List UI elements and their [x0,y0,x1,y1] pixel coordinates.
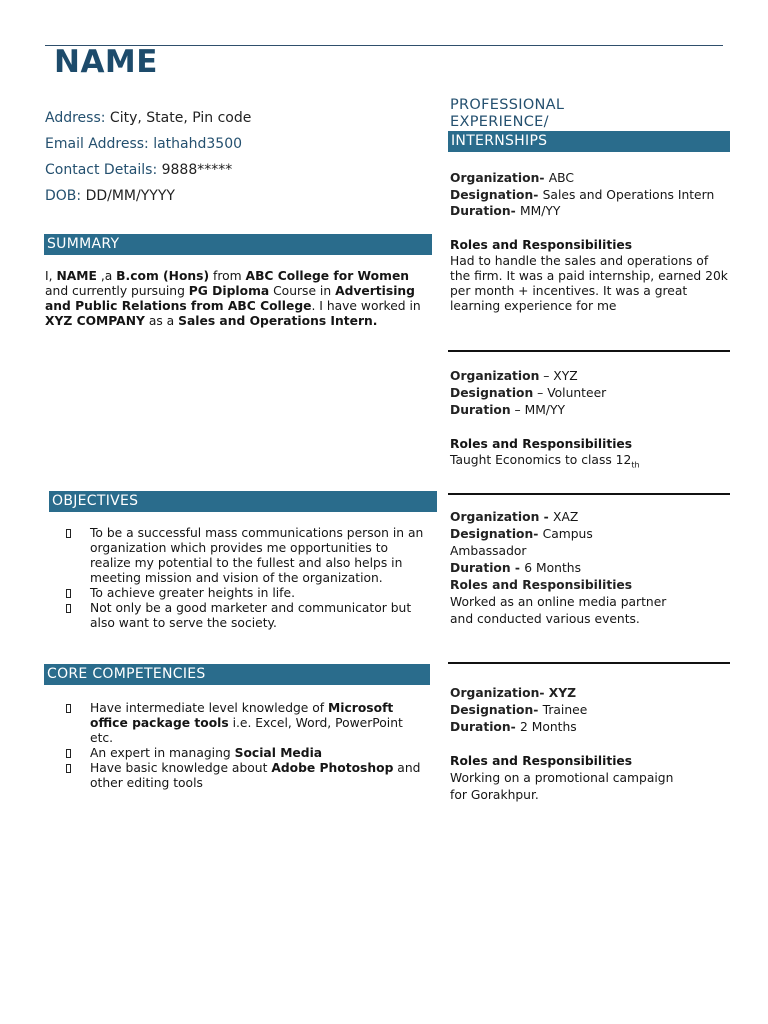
experience-entry: Organization – XYZ Designation – Volunteer Duration – MM/YY Roles and Responsibilities Taught Economics to class $12_{th}$ [450,369,640,470]
list-item: Have intermediate level knowledge of Microsoft office package tools i.e. Excel, Word, PowerPoint etc. [66,701,426,746]
divider [448,493,730,495]
phone-row [45,162,232,178]
experience-entry: Organization- ABC Designation- Sales and Operations Intern Duration- MM/YY Roles and Responsibilities Had to handle the sales and operations of the firm. It was a paid internship, earned 20k per month + incentives. It was a great learning experience for me [450,171,728,313]
bullet-icon [66,749,71,758]
objectives-heading: OBJECTIVES [49,491,437,512]
email-label: Email Address: [45,136,149,152]
list-item: Not only be a good marketer and communicator but also want to serve the society. [66,601,426,631]
summary-heading: SUMMARY [44,234,432,255]
competencies-list [66,701,426,791]
phone-label: Contact Details: [45,162,158,178]
experience-heading: PROFESSIONAL EXPERIENCE/ [450,97,565,130]
competencies-heading: CORE COMPETENCIES [44,664,430,685]
divider [448,662,730,664]
address-label: Address: [45,110,106,126]
list-item: To be a successful mass communications person in an organization which provides me opportunities to realize my potential to the fullest and also helps in meeting mission and vision of the organization. [66,526,426,586]
internships-heading: INTERNSHIPS [448,131,730,152]
bullet-icon [66,529,71,538]
list-item: To achieve greater heights in life. [66,586,426,601]
bullet-icon [66,764,71,773]
address-value: City, State, Pin code [105,110,252,126]
experience-entry: Organization - XAZ Designation- Campus Ambassador Duration - 6 Months Roles and Responsibilities Worked as an online media partner and conducted various events. [450,510,667,626]
bullet-icon [66,589,71,598]
experience-entry: Organization- XYZ Designation- Trainee Duration- 2 Months Roles and Responsibilities Working on a promotional campaign for Gorakhpur. [450,686,674,802]
address-row [45,110,251,126]
bullet-icon [66,704,71,713]
email-value: lathahd3500 [148,136,243,152]
divider [448,350,730,352]
list-item: Have basic knowledge about Adobe Photoshop and other editing tools [66,761,426,791]
phone-value: 9888***** [157,162,233,178]
resume-name: NAME [54,44,158,80]
email-row [45,136,242,152]
summary-text: I, NAME ,a B.com (Hons) from ABC College for Women and currently pursuing PG Diploma Course in Advertising and Public Relations from ABC College. I have worked in XYZ COMPANY as a Sales and Operations Intern. [45,269,421,328]
objectives-list [66,526,426,631]
dob-value: DD/MM/YYYY [81,188,175,204]
dob-row [45,188,175,204]
list-item: An expert in managing Social Media [66,746,426,761]
dob-label: DOB: [45,188,82,204]
bullet-icon [66,604,71,613]
